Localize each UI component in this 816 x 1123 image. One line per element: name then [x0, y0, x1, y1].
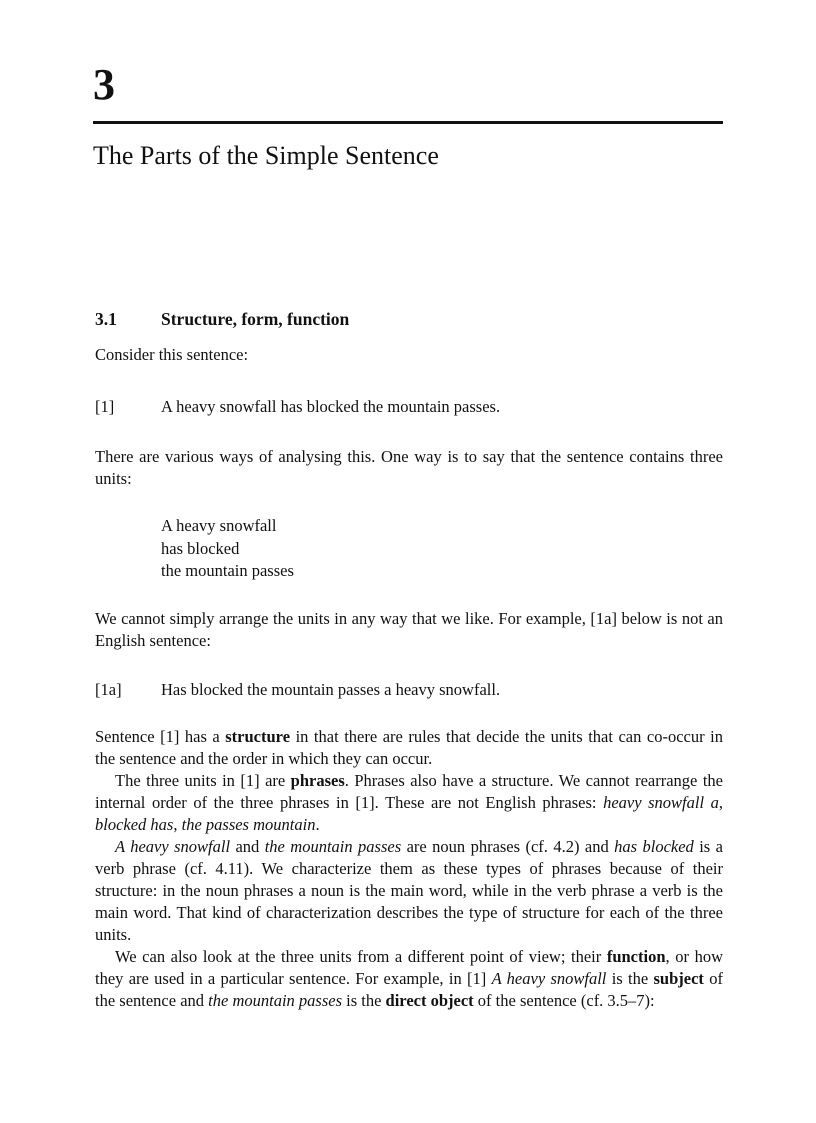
paragraph-phrases: The three units in [1] are phrases. Phrases also have a structure. We cannot rearrange the internal order of the three phrases in [1]. These are not English phrases: heavy snowfall a, blocked has, the passes mountain. — [95, 771, 723, 834]
unit-list — [161, 515, 294, 583]
paragraph-noun-phrases: A heavy snowfall and the mountain passes are noun phrases (cf. 4.2) and has blocked is a verb phrase (cf. 4.11). We characterize them as these types of phrases because of their structure: in the noun phrases a noun is the main word, while in the verb phrase a verb is the main word. That kind of characterization describes the type of structure for each of the three units. — [95, 837, 723, 944]
paragraph-cannot: We cannot simply arrange the units in any way that we like. For example, [1a] below is not an English sentence: — [95, 609, 723, 650]
intro-paragraph: Consider this sentence: — [95, 345, 249, 364]
example-label: [1] — [95, 397, 115, 416]
example-text: A heavy snowfall has blocked the mountain passes. — [161, 397, 501, 416]
body-text — [95, 726, 723, 1012]
example-label: [1a] — [95, 680, 122, 699]
paragraph-function: We can also look at the three units from a different point of view; their function, or how they are used in a particular sentence. For example, in [1] A heavy snowfall is the subject of the sentence and the mountain passes is the direct object of the sentence (cf. 3.5–7): — [95, 947, 723, 1010]
section-title: Structure, form, function — [161, 309, 350, 329]
chapter-rule — [93, 121, 723, 124]
example-text: Has blocked the mountain passes a heavy snowfall. — [161, 680, 501, 699]
example-1a — [95, 679, 500, 701]
chapter-number: 3 — [93, 60, 115, 109]
list-item: A heavy snowfall — [161, 516, 277, 535]
paragraph-various: There are various ways of analysing this. One way is to say that the sentence contains three units: — [95, 447, 723, 488]
paragraph-structure: Sentence [1] has a structure in that there are rules that decide the units that can co-occur in the sentence and the order in which they can occur. — [95, 727, 723, 768]
list-item: has blocked — [161, 538, 240, 558]
chapter-title: The Parts of the Simple Sentence — [93, 141, 439, 170]
list-item: the mountain passes — [161, 561, 294, 580]
section-number: 3.1 — [95, 309, 117, 329]
section-heading — [95, 309, 349, 330]
example-1 — [95, 396, 500, 418]
